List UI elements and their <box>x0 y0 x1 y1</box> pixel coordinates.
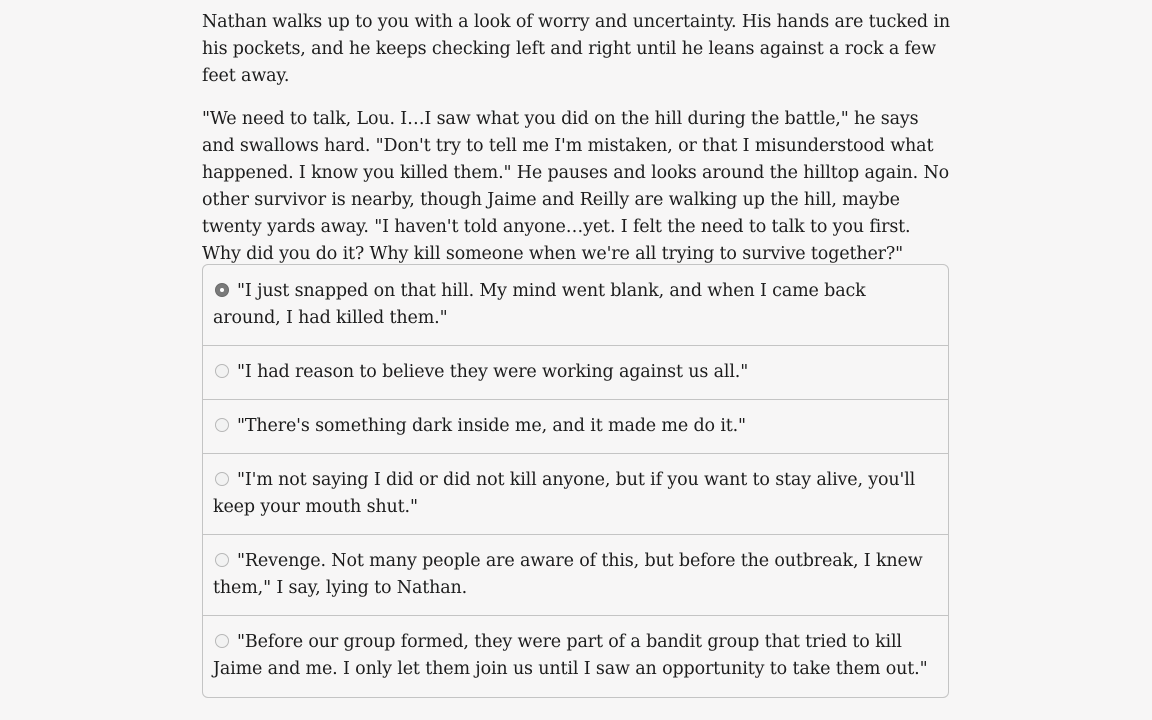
radio-selected-icon[interactable] <box>215 283 229 297</box>
choice-label: "I'm not saying I did or did not kill anyone, but if you want to stay alive, you'll keep your mouth shut." <box>213 470 916 517</box>
choice-list <box>202 264 949 698</box>
choice-option-6[interactable] <box>203 616 948 697</box>
story-text <box>202 9 952 284</box>
story-paragraph-2: "We need to talk, Lou. I…I saw what you did on the hill during the battle," he says and swallows hard. "Don't try to tell me I'm mistaken, or that I misunderstood what happened. I know you killed them." He pauses and looks around the hilltop again. No other survivor is nearby, though Jaime and Reilly are walking up the hill, maybe twenty yards away. "I haven't told anyone…yet. I felt the need to talk to you first. Why did you do it? Why kill someone when we're all trying to survive together?" <box>202 109 950 264</box>
choice-label: "Before our group formed, they were part of a bandit group that tried to kill Jaime and me. I only let them join us until I saw an opportunity to take them out." <box>213 632 928 679</box>
radio-unselected-icon[interactable] <box>215 634 229 648</box>
choice-option-5[interactable] <box>203 535 948 616</box>
story-paragraph-1: Nathan walks up to you with a look of worry and uncertainty. His hands are tucked in his pockets, and he keeps checking left and right until he leans against a rock a few feet away. <box>202 12 950 86</box>
radio-unselected-icon[interactable] <box>215 553 229 567</box>
choice-option-4[interactable] <box>203 454 948 535</box>
choice-label: "I just snapped on that hill. My mind went blank, and when I came back around, I had killed them." <box>213 281 866 328</box>
radio-unselected-icon[interactable] <box>215 364 229 378</box>
choice-option-1[interactable] <box>203 265 948 346</box>
choice-label: "Revenge. Not many people are aware of this, but before the outbreak, I knew them," I say, lying to Nathan. <box>213 551 923 598</box>
choice-label: "I had reason to believe they were working against us all." <box>237 362 749 382</box>
radio-unselected-icon[interactable] <box>215 418 229 432</box>
choice-option-3[interactable] <box>203 400 948 454</box>
choice-option-2[interactable] <box>203 346 948 400</box>
choice-label: "There's something dark inside me, and it made me do it." <box>237 416 746 436</box>
radio-unselected-icon[interactable] <box>215 472 229 486</box>
